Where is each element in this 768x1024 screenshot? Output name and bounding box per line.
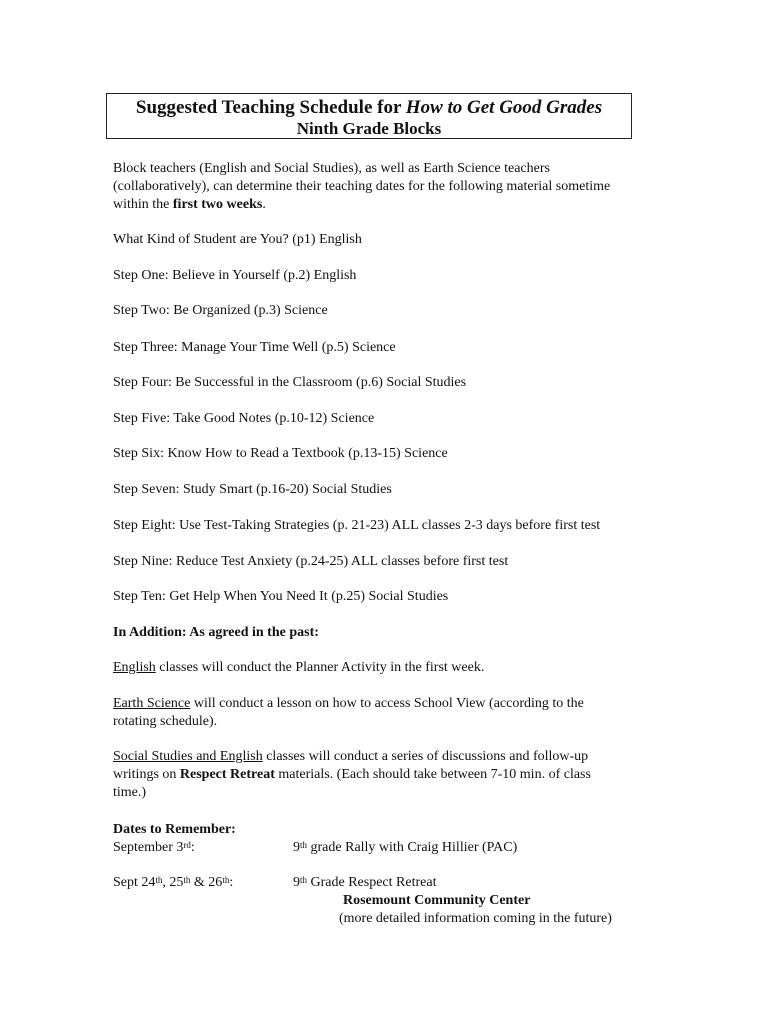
page-title bbox=[107, 97, 631, 119]
title-book-name: How to Get Good Grades bbox=[405, 97, 603, 118]
step-item: Step Four: Be Successful in the Classroom (p.6) Social Studies bbox=[113, 375, 467, 390]
intro-line-3-prefix: within the bbox=[113, 197, 173, 212]
event-2-text: Grade Respect Retreat bbox=[307, 875, 437, 890]
english-note bbox=[113, 659, 484, 677]
earth-science-note-text: will conduct a lesson on how to access School View (according to the bbox=[190, 696, 584, 711]
date-label-1 bbox=[113, 839, 195, 857]
date-2-text-a: Sept 24 bbox=[113, 875, 156, 890]
event-1-text: grade Rally with Craig Hillier (PAC) bbox=[307, 840, 518, 855]
date-2-text-b: , 25 bbox=[162, 875, 184, 890]
step-item: Step Six: Know How to Read a Textbook (p.13-15) Science bbox=[113, 446, 448, 461]
date-event-2 bbox=[293, 874, 436, 892]
addition-heading: In Addition: As agreed in the past: bbox=[113, 625, 319, 640]
event-2-grade: 9 bbox=[293, 875, 300, 890]
event-note: (more detailed information coming in the future) bbox=[339, 911, 612, 926]
earth-science-underlined: Earth Science bbox=[113, 696, 191, 711]
social-studies-note-line-3: time.) bbox=[113, 785, 147, 800]
date-2-suffix-3: th bbox=[222, 875, 230, 885]
event-2-suffix: th bbox=[300, 875, 308, 885]
page-subtitle: Ninth Grade Blocks bbox=[296, 119, 442, 138]
social-studies-note-text: classes will conduct a series of discussions and follow-up bbox=[262, 749, 589, 764]
title-prefix: Suggested Teaching Schedule for bbox=[135, 97, 406, 118]
step-item: Step Five: Take Good Notes (p.10-12) Science bbox=[113, 411, 375, 426]
event-1-grade: 9 bbox=[293, 840, 300, 855]
step-item: What Kind of Student are You? (p1) English bbox=[113, 232, 362, 247]
event-location: Rosemount Community Center bbox=[343, 893, 531, 908]
step-item: Step Three: Manage Your Time Well (p.5) Science bbox=[113, 340, 396, 355]
dates-heading: Dates to Remember: bbox=[113, 822, 236, 837]
title-box bbox=[106, 93, 632, 139]
earth-science-note-line-2: rotating schedule). bbox=[113, 714, 218, 729]
intro-line-1: Block teachers (English and Social Studies), as well as Earth Science teachers bbox=[113, 161, 550, 176]
english-note-text: classes will conduct the Planner Activity in the first week. bbox=[155, 660, 485, 675]
social-line-2-prefix: writings on bbox=[113, 767, 180, 782]
date-label-2 bbox=[113, 874, 233, 892]
date-1-colon: : bbox=[190, 840, 195, 855]
step-item: Step One: Believe in Yourself (p.2) English bbox=[113, 268, 357, 283]
social-studies-note bbox=[113, 748, 588, 766]
earth-science-note bbox=[113, 695, 584, 713]
intro-emphasis: first two weeks bbox=[172, 197, 263, 212]
step-item: Step Ten: Get Help When You Need It (p.25) Social Studies bbox=[113, 589, 449, 604]
intro-line-3 bbox=[113, 196, 266, 214]
date-2-suffix-1: th bbox=[155, 875, 163, 885]
date-2-suffix-2: th bbox=[183, 875, 191, 885]
date-2-text-c: & 26 bbox=[190, 875, 223, 890]
social-line-2-suffix: materials. (Each should take between 7-10 min. of class bbox=[274, 767, 591, 782]
intro-line-3-suffix: . bbox=[262, 197, 266, 212]
date-1-text: September 3 bbox=[113, 840, 184, 855]
social-studies-underlined: Social Studies and English bbox=[113, 749, 263, 764]
respect-retreat-emphasis: Respect Retreat bbox=[179, 767, 275, 782]
event-1-suffix: th bbox=[300, 840, 308, 850]
step-item: Step Nine: Reduce Test Anxiety (p.24-25) ALL classes before first test bbox=[113, 554, 509, 569]
social-studies-note-line-2 bbox=[113, 766, 591, 784]
step-item: Step Seven: Study Smart (p.16-20) Social Studies bbox=[113, 482, 392, 497]
english-underlined: English bbox=[113, 660, 156, 675]
step-item: Step Eight: Use Test-Taking Strategies (p. 21-23) ALL classes 2-3 days before first test bbox=[113, 518, 601, 533]
date-2-colon: : bbox=[229, 875, 234, 890]
date-1-suffix: rd bbox=[183, 840, 191, 850]
step-item: Step Two: Be Organized (p.3) Science bbox=[113, 303, 328, 318]
date-event-1 bbox=[293, 839, 517, 857]
intro-line-2: (collaboratively), can determine their teaching dates for the following material sometime bbox=[113, 179, 611, 194]
